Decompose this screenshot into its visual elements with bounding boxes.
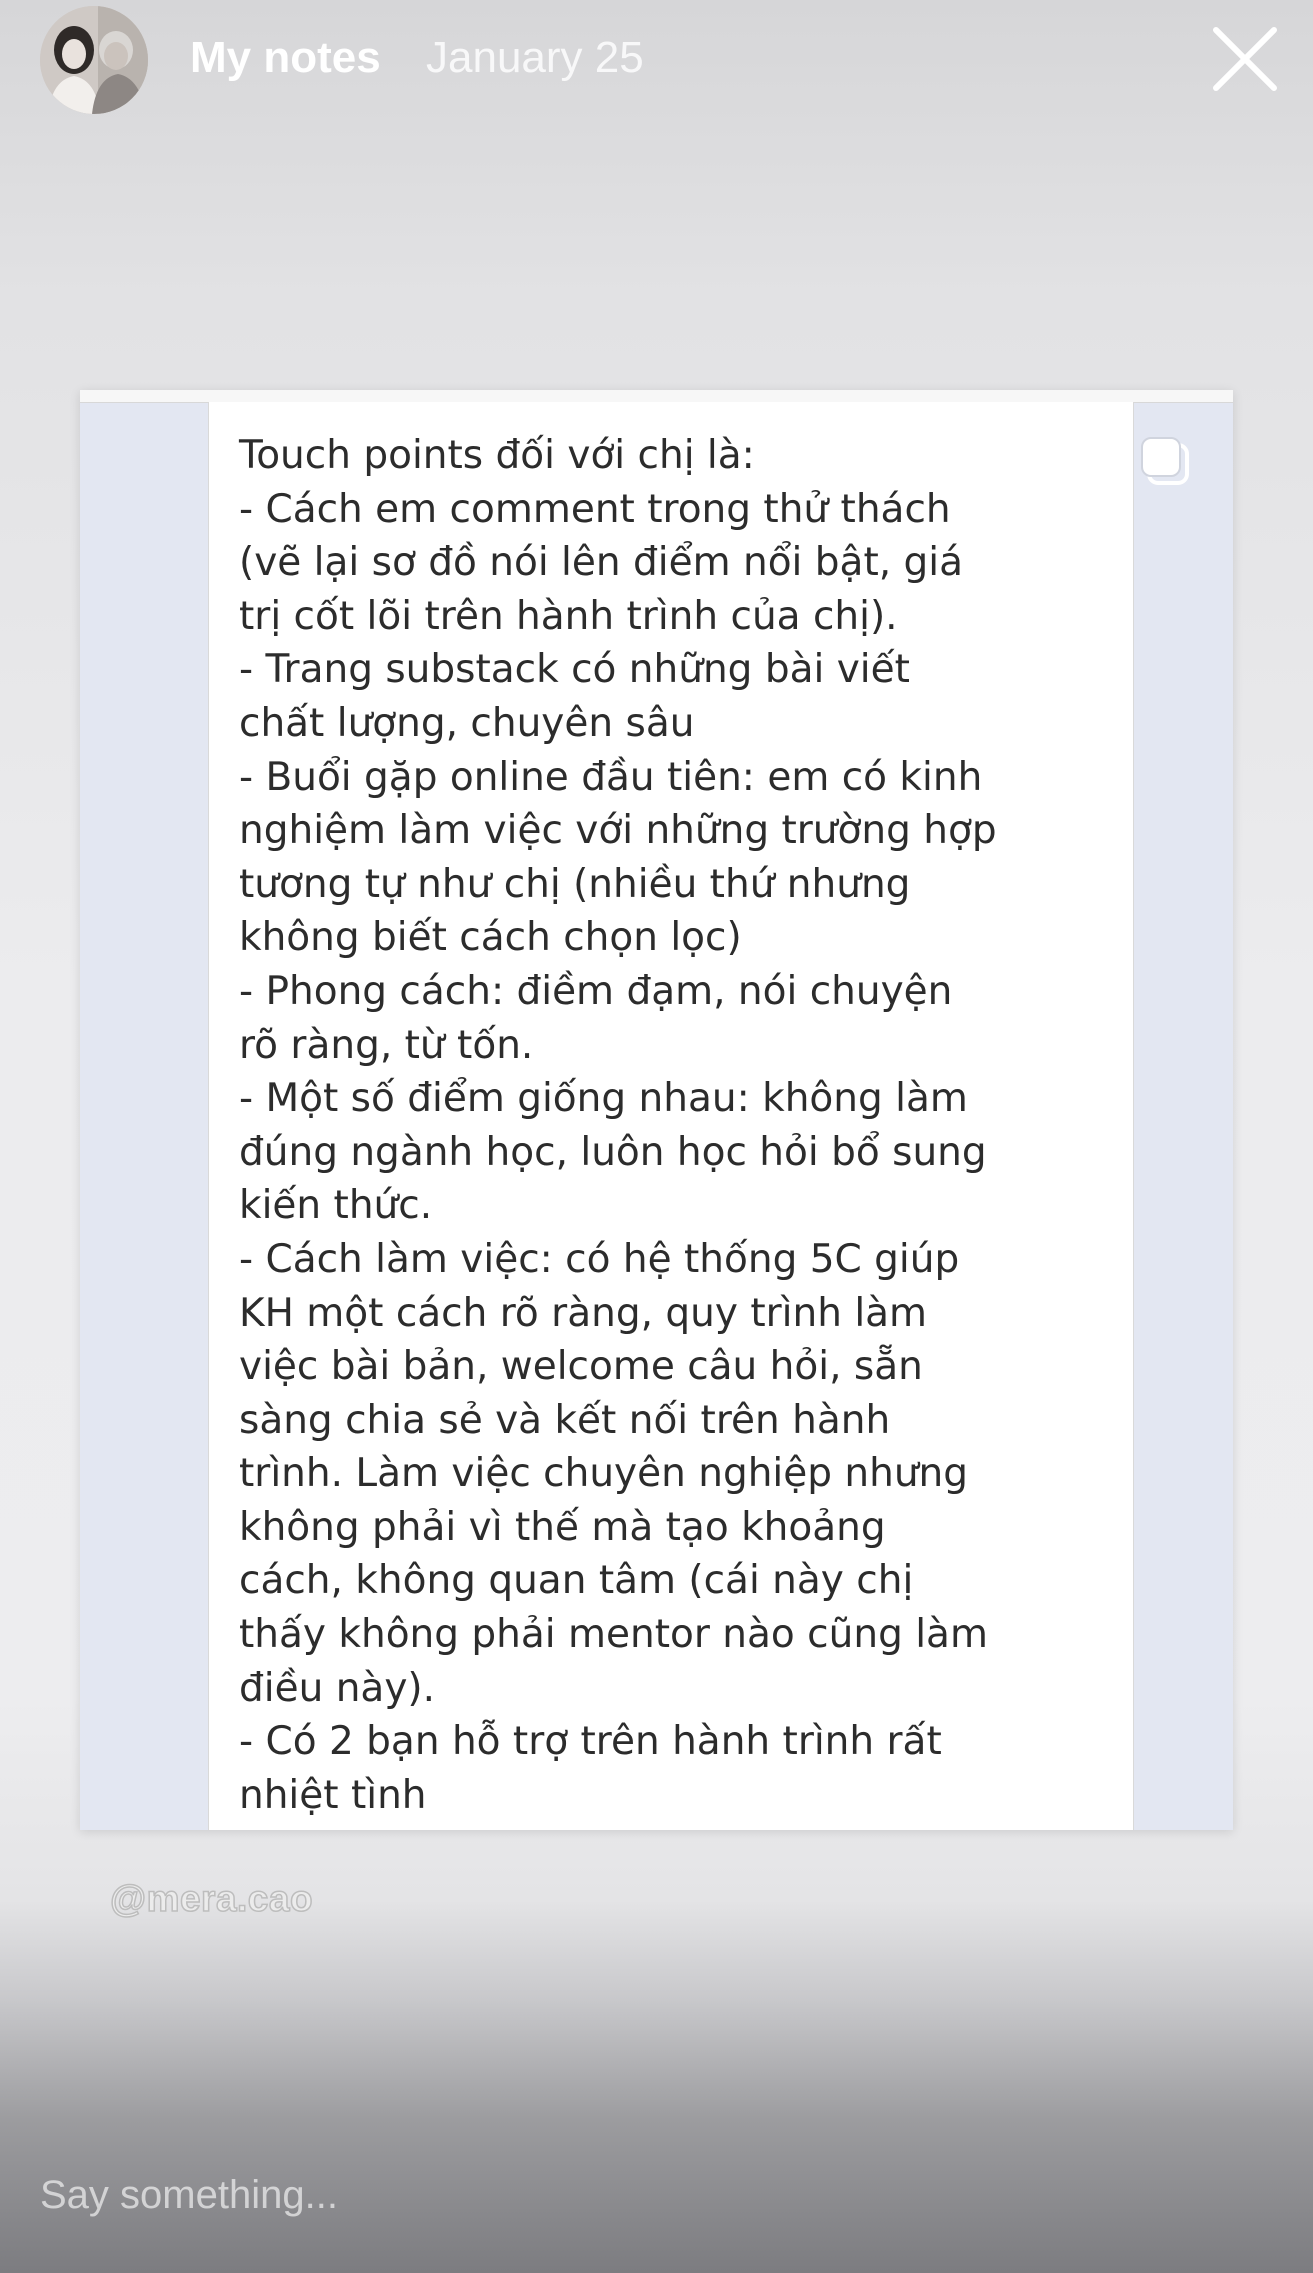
story-header [0,0,1313,130]
story-title[interactable]: My notes [190,33,381,82]
close-icon [1208,22,1282,96]
avatar[interactable] [40,6,148,114]
reply-input[interactable] [40,2164,1270,2226]
story-date: January 25 [426,33,644,82]
note-page [208,402,1134,1830]
note-text: Touch points đối với chị là: - Cách em comment trong thử thách (vẽ lại sơ đồ nói lên điểm nổi bật, giá trị cốt lõi trên hành trình của chị). - Trang substack có những bài viết chất lượng, chuyên sâu - Buổi gặp online đầu tiên: em có kinh nghiệm làm việc với những trường hợp tương tự như chị (nhiều thứ nhưng không biết cách chọn lọc) - Phong cách: điềm đạm, nói chuyện rõ ràng, từ tốn. - Một số điểm giống nhau: không làm đúng ngành học, luôn học hỏi bổ sung kiến thức. - Cách làm việc: có hệ thống 5C giúp KH một cách rõ ràng, quy trình làm việc bài bản, welcome câu hỏi, sẵn sàng chia sẻ và kết nối trên hành trình. Làm việc chuyên nghiệp nhưng không phải vì thế mà tạo khoảng cách, không quan tâm (cái này chị thấy không phải mentor nào cũng làm điều này). - Có 2 bạn hỗ trợ trên hành trình rất nhiệt tình [239,433,997,1818]
close-button[interactable] [1208,22,1282,96]
reply-bar [0,2150,1313,2240]
shared-note-image [80,390,1233,1830]
mention-tag[interactable]: @mera.cao [110,1878,314,1919]
copy-icon[interactable] [1136,432,1196,492]
